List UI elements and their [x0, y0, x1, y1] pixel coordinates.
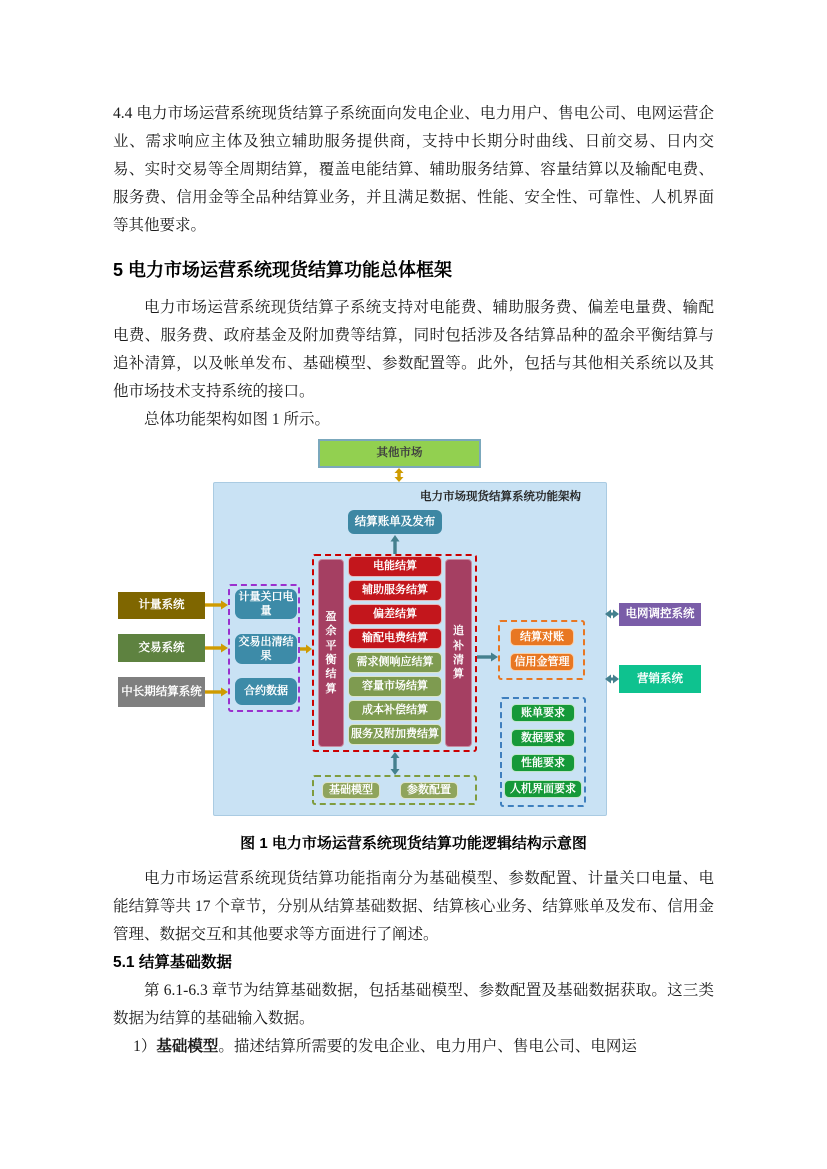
box-data-requirement: 数据要求 [511, 729, 575, 747]
list-item-basic-model [113, 1033, 714, 1061]
box-marketing-system: 营销系统 [619, 665, 701, 693]
bar-surplus-balance-settlement: 盈余平衡结算 [318, 559, 344, 747]
paragraph-figure-ref: 总体功能架构如图 1 所示。 [144, 411, 331, 428]
box-mid-long-term-settlement-system: 中长期结算系统 [118, 677, 205, 707]
box-metering-system: 计量系统 [118, 592, 205, 619]
box-bill-requirement: 账单要求 [511, 704, 575, 722]
box-transmission-distribution-fee-settlement: 输配电费结算 [348, 628, 442, 649]
box-basic-model: 基础模型 [322, 782, 380, 799]
box-hmi-requirement: 人机界面要求 [504, 780, 582, 798]
box-trading-system: 交易系统 [118, 634, 205, 662]
arrow-core-to-bill [389, 535, 401, 554]
box-other-markets: 其他市场 [318, 439, 481, 468]
box-deviation-settlement: 偏差结算 [348, 604, 442, 625]
figure-1-diagram [113, 439, 714, 819]
box-demand-response-settlement: 需求侧响应结算 [348, 652, 442, 673]
arrow-dispatch-link [605, 608, 619, 620]
section-heading-5: 5 电力市场运营系统现货结算功能总体框架 [113, 260, 453, 280]
box-energy-settlement: 电能结算 [348, 556, 442, 577]
arrow-input-to-core [300, 643, 312, 655]
box-parameter-config: 参数配置 [400, 782, 458, 799]
box-performance-requirement: 性能要求 [511, 754, 575, 772]
item-text: 。描述结算所需要的发电企业、电力用户、售电公司、电网运 [218, 1038, 637, 1055]
arrow-core-to-base [389, 752, 401, 775]
arrow-core-to-reconciliation [477, 651, 498, 663]
item-term: 基础模型 [156, 1038, 219, 1055]
box-grid-dispatch-system: 电网调控系统 [619, 603, 701, 626]
box-settlement-reconciliation: 结算对账 [510, 628, 574, 646]
arrow-other-markets-link [393, 468, 405, 482]
arrow-trading-input [205, 642, 228, 654]
box-settlement-bill-publish: 结算账单及发布 [348, 510, 442, 534]
paragraph-5-1: 第 6.1-6.3 章节为结算基础数据，包括基础模型、参数配置及基础数据获取。这三类数据为结算的基础输入数据。 [113, 982, 714, 1027]
bar-supplementary-clearing: 追补清算 [445, 559, 472, 747]
figure-caption: 图 1 电力市场运营系统现货结算功能逻辑结构示意图 [240, 835, 587, 852]
box-service-surcharge-settlement: 服务及附加费结算 [348, 724, 442, 745]
box-metering-gateway-energy: 计量关口电量 [235, 589, 297, 619]
arrow-midlong-input [205, 686, 228, 698]
box-contract-data: 合约数据 [235, 678, 297, 705]
paragraph-4-4: 4.4 电力市场运营系统现货结算子系统面向发电企业、电力用户、售电公司、电网运营企业、需求响应主体及独立辅助服务提供商，支持中长期分时曲线、日前交易、日内交易、实时交易等全周期结算，覆盖电能结算、辅助服务结算、容量结算以及输配电费、服务费、信用金等全品种结算业务，并且满足数据、性能、安全性、可靠性、人机界面等其他要求。 [113, 105, 714, 234]
arrow-metering-input [205, 599, 228, 611]
arrow-marketing-link [605, 673, 619, 685]
architecture-title: 电力市场现货结算系统功能架构 [420, 491, 581, 503]
paragraph-guide: 电力市场运营系统现货结算功能指南分为基础模型、参数配置、计量关口电量、电能结算等共 17 个章节，分别从结算基础数据、结算核心业务、结算账单及发布、信用金管理、数据交互和其他要求等方面进行了阐述。 [113, 870, 714, 943]
box-market-clearing-result: 交易出清结果 [235, 634, 297, 664]
box-capacity-market-settlement: 容量市场结算 [348, 676, 442, 697]
paragraph-intro: 电力市场运营系统现货结算子系统支持对电能费、辅助服务费、偏差电量费、输配电费、服务费、政府基金及附加费等结算，同时包括涉及各结算品种的盈余平衡结算与追补清算，以及帐单发布、基础模型、参数配置等。此外，包括与其他相关系统以及其他市场技术支持系统的接口。 [113, 299, 714, 400]
item-number: 1） [133, 1038, 157, 1055]
section-heading-5-1: 5.1 结算基础数据 [113, 954, 232, 971]
box-ancillary-service-settlement: 辅助服务结算 [348, 580, 442, 601]
box-credit-management: 信用金管理 [510, 653, 574, 671]
box-cost-compensation-settlement: 成本补偿结算 [348, 700, 442, 721]
